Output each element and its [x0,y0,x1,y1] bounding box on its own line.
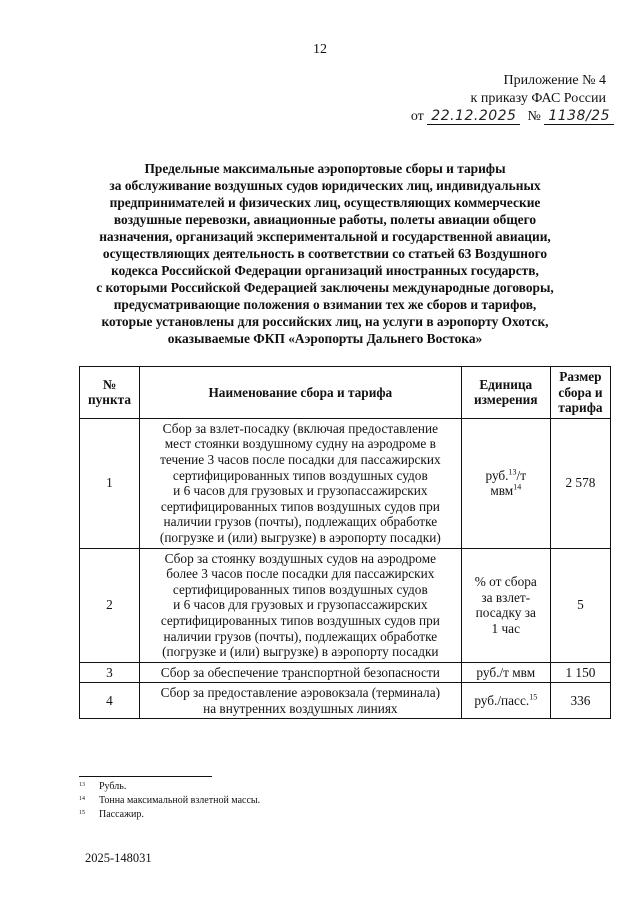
fee-value: 2 578 [550,418,610,548]
fee-name-line: наличии грузов (почты), подлежащих обработке [163,514,438,530]
title-line: предпринимателей и физических лиц, осуществляющих коммерческие [109,195,541,210]
fee-name [140,662,462,683]
unit [461,683,550,719]
unit-text: руб./пасс. [474,693,530,709]
footnote-text: Рубль. [99,781,127,792]
unit-line [465,483,547,499]
title-line: осуществляющих деятельность в соответствии со статьей 63 Воздушного [102,246,548,261]
fees-table [79,366,611,719]
unit-line: руб./т мвм [476,664,536,680]
fee-name-line: сертифицированных типов воздушных судов при [160,498,440,514]
footnote [79,808,260,822]
row-number: 4 [80,683,140,719]
footnote-number: 15 [79,810,85,816]
fee-name [140,418,462,548]
fee-name-line: сертифицированных типов воздушных судов [172,581,428,597]
unit-line: посадку за [475,605,536,621]
order-date-number [411,108,614,125]
title-line: назначения, организаций экспериментальной и государственной авиации, [99,229,551,244]
fee-name-line: более 3 часов после посадки для пассажирских [166,566,435,582]
title-line: с которыми Российской Федерацией заключены международные договоры, [96,280,554,295]
fee-name [140,548,462,662]
fee-name-line: и 6 часов для грузовых и грузопассажирских [173,597,428,613]
header-unit [461,367,550,419]
footnote-ref: 15 [529,692,538,702]
from-label: от [410,109,424,124]
fee-name-line: (погрузке и (или) выгрузке) в аэропорту посадки) [159,529,441,545]
title-line: кодекса Российской Федерации организаций иностранных государств, [111,263,539,278]
page-number: 12 [313,42,327,57]
order-date: 22.12.2025 [427,108,520,125]
header-text: измерения [473,392,538,408]
fee-name-line: и 6 часов для грузовых и грузопассажирских [173,483,428,499]
fee-name-line: Сбор за взлет-посадку (включая предоставление [162,420,438,436]
footnote [79,794,260,808]
unit [461,418,550,548]
footnote-separator [79,776,212,777]
footnote-ref: 14 [513,482,522,492]
fee-value: 336 [550,683,610,719]
title-line: которые установлены для российских лиц, на услуги в аэропорту Охотск, [101,314,549,329]
table-row [80,548,611,662]
annex-title: Приложение № 4 [503,73,606,88]
unit-line [465,693,547,709]
title-line: оказываемые ФКП «Аэропорты Дальнего Востока» [167,331,483,346]
header-fee-name: Наименование сбора и тарифа [140,367,462,419]
header-fee-size [550,367,610,419]
fee-name-line: на внутренних воздушных линиях [203,700,398,716]
title-line: воздушные перевозки, авиационные работы, полеты авиации общего [113,212,537,227]
row-number: 1 [80,418,140,548]
fee-name-line: сертифицированных типов воздушных судов [172,467,428,483]
title-line: предусматривающие положения о взимании тех же сборов и тарифов, [113,297,537,312]
footnote-number: 13 [79,782,85,788]
document-title [70,160,580,347]
unit-text: руб. [485,467,509,483]
fee-name-line: наличии грузов (почты), подлежащих обработке [163,628,438,644]
unit-line: 1 час [491,620,520,636]
header-text: № [102,376,117,392]
header-text: Единица [479,376,533,392]
footnote-text: Пассажир. [99,809,144,820]
table-header-row [80,367,611,419]
fee-name-line: (погрузке и (или) выгрузке) в аэропорту посадки [162,644,439,660]
fee-name-line: Сбор за предоставление аэровокзала (терминала) [160,685,441,701]
footnotes [79,780,260,822]
footnote [79,780,260,794]
footnote-ref: 13 [508,467,517,477]
row-number: 3 [80,662,140,683]
annex-header [471,72,606,108]
header-text: пункта [88,392,131,408]
fee-name-line: течение 3 часов после посадки для пассажирских [160,451,441,467]
fee-name [140,683,462,719]
fee-name-line: Сбор за стоянку воздушных судов на аэродроме [164,550,437,566]
footnote-number: 14 [79,796,85,802]
fee-name-line: Сбор за обеспечение транспортной безопасности [160,664,440,680]
registration-number: 2025-148031 [85,851,152,865]
fee-name-line: мест стоянки воздушному судну на аэродроме в [164,436,436,452]
header-text: сбора и [558,384,603,400]
unit-text: мвм [490,483,514,499]
header-item-number [80,367,140,419]
unit-line: за взлет- [481,589,531,605]
header-text: Размер [559,369,602,384]
unit [461,662,550,683]
title-line: за обслуживание воздушных судов юридических лиц, индивидуальных [109,178,541,193]
order-number: 1138/25 [544,108,614,125]
footnote-text: Тонна максимальной взлетной массы. [99,795,261,806]
annex-order-ref: к приказу ФАС России [470,91,606,106]
row-number: 2 [80,548,140,662]
number-label: № [527,109,541,124]
fee-value: 5 [550,548,610,662]
table-row [80,683,611,719]
unit-line: % от сбора [474,573,537,589]
unit-text: /т [516,467,527,483]
title-line: Предельные максимальные аэропортовые сборы и тарифы [144,161,506,176]
table-row [80,662,611,683]
unit-line [465,468,547,484]
fee-name-line: сертифицированных типов воздушных судов при [160,612,440,628]
header-text: тарифа [558,400,603,416]
fee-value: 1 150 [550,662,610,683]
table-row [80,418,611,548]
unit [461,548,550,662]
